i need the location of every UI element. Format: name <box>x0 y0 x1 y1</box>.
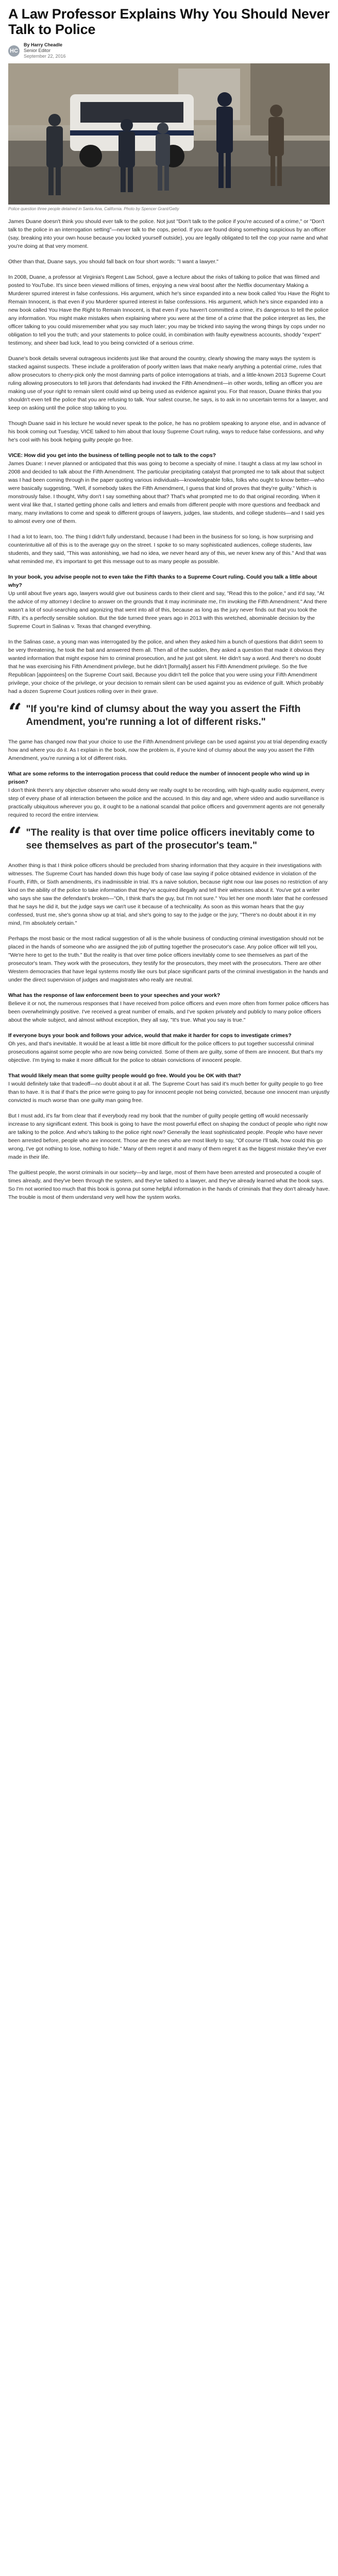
interview-question: What are some reforms to the interrogation process that could reduce the number of innocent people who wind up in prison? <box>8 771 310 785</box>
interview-question: In your book, you advise people not to even take the Fifth thanks to a Supreme Court ruling. Could you talk a little about why? <box>8 574 317 588</box>
interview-question: That would likely mean that some guilty people would go free. Would you be OK with that? <box>8 1073 241 1079</box>
quote-mark-icon: “ <box>8 698 22 726</box>
interview-question: VICE: How did you get into the business of telling people not to talk to the cops? <box>8 452 216 459</box>
article-paragraph: But I must add, it's far from clear that if everybody read my book that the number of guilty people getting off would necessarily increase to any significant extent. This book is going to have the most powerful effect on shaping the conduct of people who right now are talking to the police. And who's talking to the police right now? Generally the least sophisticated people. People who have never been arrested before, people who are innocent. Those are the ones who are most likely to say, "Of course I'll talk, how could this go wrong, I've got nothing to lose, nothing to hide." Many of them regret it and many of them regret it as the biggest mistake they've ever made in their life. <box>8 1113 328 1160</box>
publish-date: September 22, 2016 <box>24 54 66 59</box>
interview-exchange <box>8 451 330 526</box>
byline-text <box>24 42 66 59</box>
interview-exchange <box>8 991 330 1024</box>
byline <box>8 42 330 59</box>
article-paragraph: Another thing is that I think police officers should be precluded from sharing information that they acquire in their investigations with witnesses. The Supreme Court has handed down this huge body of case law saying if police obtained evidence in violation of the Fourth, Fifth, or Sixth amendments, it's inadmissible in trial. It's a naive solution, because right now our law poses no restriction of any kind on the ability of the police to take information that they've acquired illegally and tell their witnesses about it. You've got a writer who says she saw the defendant's broken—"Oh, I think that's the guy, but I'm not sure." You let her one month later that he confessed that he says he did it, but the judge says we can't use it because of a technicality. As soon as this woman hears that the guy confessed, trust me, she's gonna show up at trial, and she's going to say to the judge or the jury, "There's no doubt about it in my mind, I'm absolutely certain." <box>8 862 328 926</box>
interview-exchange <box>8 1072 330 1105</box>
pull-quote-text: "The reality is that over time police officers inevitably come to see themselves as part of the prosecutor's team." <box>26 827 315 851</box>
pull-quote <box>8 822 330 852</box>
headline: A Law Professor Explains Why You Should Never Talk to Police <box>8 6 330 37</box>
interview-answer: Up until about five years ago, lawyers would give out business cards to their client and say, "Read this to the police," and it'd say, "At the advice of my attorney I decline to answer on the grounds that it may incriminate me, I'm invoking the Fifth Amendment." And there wasn't a lot of soul-searching and agonizing that went into all of this, because as long as the jury never finds out that you took the Fifth, it's a perfectly sensible solution. But the tide turned three years ago in 2013 with this wretched, abominable decision by the Supreme Court in Salinas v. Texas that changed everything. <box>8 590 327 630</box>
hero-photo <box>8 63 330 205</box>
interview-exchange <box>8 573 330 631</box>
interview-question: What has the response of law enforcement been to your speeches and your work? <box>8 992 221 998</box>
article-paragraph: The guiltiest people, the worst criminals in our society—by and large, most of them have been arrested and prosecuted a couple of times already, and they've been through the system, and they've talked to a lawyer, and they've already learned what the book says. So I'm not worried too much that this book is gonna put some helpful information in the hands of criminals that they don't already have. The trouble is most of them understand very well how the system works. <box>8 1170 330 1200</box>
article-paragraph: Perhaps the most basic or the most radical suggestion of all is the whole business of conducting criminal investigation should not be placed in the hands of someone who are assigned the job of putting together the prosecutor's case. Any police officer will tell you, "We're here to get to the truth." But the reality is that over time police officers inevitably come to see themselves as part of the prosecutor's team. They work with the prosecutors, they testify for the prosecutors, they meet with the prosecutors. There are other Western democracies that have legal systems mostly like ours but place significant parts of the criminal investigation in the hands and under the direct supervision of judges and magistrates who really are neutral. <box>8 936 328 983</box>
avatar[interactable]: HC <box>8 45 20 57</box>
article-paragraph: In 2008, Duane, a professor at Virginia's Regent Law School, gave a lecture about the risks of talking to police that was filmed and posted to YouTube. It's since been viewed millions of times, enjoying a new viral boost after the Netflix documentary Making a Murderer spurred interest in false confessions. His argument, which he's since expanded into a new book called You Have the Right to Remain Innocent, is that even if you Murderer spurred interest in false confessions. His argument, which he's since expanded into a new book called You Have the Right to Remain Innocent, is that even if you haven't committed a crime, it's dangerous to tell the police any information. You might make mistakes when explaining where you were at the time of a crime that the police interpret as lies, the officer talking to you could misremember what you say much later; you may be tricked into saying the wrong things by cops under no obligation to tell you the truth; and your statements to police could, in combination with faulty eyewitness accounts, shoddy "expert" testimony, and sheer bad luck, lead to you being convicted of a serious crime. <box>8 274 330 346</box>
photo-caption: Police question three people detained in Santa Ana, California. Photo by Spencer Grant/Getty <box>8 207 179 211</box>
pull-quote-text: "If you're kind of clumsy about the way you assert the Fifth Amendment, you're running a lot of different risks." <box>26 704 301 727</box>
article-paragraph: In the Salinas case, a young man was interrogated by the police, and when they asked him a bunch of questions that didn't seem to be very threatening, he took the bait and answered them all. Then all of the sudden, they asked a question that made it obvious they wanted information that might expose him to criminal prosecution, and he just got silent. He didn't say a word. And there's no doubt that he was exercising his Fifth Amendment privilege, but he didn't [formally] assert his Fifth Amendment privilege. So the five Republican [appointees] on the Supreme Court said, Because you didn't tell the police that you were using your Fifth Amendment privilege, your choice of the privilege, or your decision to remain silent can be used against you as evidence of guilt. Which probably had a dozen Supreme Court justices rolling over in their grave. <box>8 639 325 694</box>
article-paragraph: The game has changed now that your choice to use the Fifth Amendment privilege can be used against you at trial depending exactly how and where you do it. As I explain in the book, now the problem is, if you're kind of clumsy about the way you assert the Fifth Amendment, you're running a lot of different risks. <box>8 739 327 761</box>
interview-answer: I would definitely take that tradeoff—no doubt about it at all. The Supreme Court has said it's much better for guilty people to go free than to have. It is that if that's the price we're going to pay for innocent people not being convicted, because one innocent man unjustly convicted is much worse than one guilty man going free. <box>8 1081 330 1104</box>
article-paragraph: Though Duane said in his lecture he would never speak to the police, he has no problem speaking to anyone else, and in advance of his book coming out Tuesday, VICE talked to him about that lousy Supreme Court ruling, ways to reduce false confessions, and why he's cool with his book helping guilty people go free. <box>8 420 326 443</box>
interview-answer: I don't think there's any objective observer who would deny we really ought to be recording, with high-quality audio equipment, every step of every phase of all interaction between the police and the accused. In this day and age, where video and audio surveillance is practically ubiquitous wherever you go, it ought to be a national scandal that police officers and government agents are not generally required to record the entire interview. <box>8 787 325 818</box>
interview-answer: James Duane: I never planned or anticipated that this was going to become a specialty of mine. I taught a class at my law school in 2008 and decided to talk about the Fifth Amendment. The particular precipitating catalyst that prompted me to talk about that subject was I had been coming through in the paper quoting various individuals—knowledgeable folks, folks who ought to know better—who were basically suggesting, "Well, if somebody takes the Fifth Amendment, I guess that kind of proves that they're guilty." Which is monstrously false. I thought, Why don't I say something about that? That's what prompted me to do that original recording. When it went viral like that, I started getting phone calls and letters and emails from different people with more questions and feedback and many, many invitations to come and speak to different groups of lawyers, judges, law students, and college students—and I said yes to almost every one of them. <box>8 461 325 524</box>
article-paragraph: Other than that, Duane says, you should fall back on four short words: "I want a lawyer." <box>8 259 218 265</box>
interview-answer: Believe it or not, the numerous responses that I have received from police officers and even more often from former police officers has been overwhelmingly positive. I've received a great number of emails, and I've spoken privately and publicly to many police officers about the whole subject, and almost without exception, they all say, "It's true. What you say is true." <box>8 1001 329 1023</box>
quote-mark-icon: “ <box>8 822 22 850</box>
author-name[interactable]: By Harry Cheadle <box>24 42 63 47</box>
article-body <box>8 217 330 1201</box>
pull-quote <box>8 698 330 728</box>
article-paragraph: I had a lot to learn, too. The thing I didn't fully understand, because I had been in the business for so long, is how surprising and counterintuitive all of this is to the average guy on the street. I spoke to so many sophisticated audiences, college students, law students, and they said, "This was astonishing, we had no idea, we never heard any of this, we never knew any of this." And that was what reminded me, it's important to get this message out to as many people as possible. <box>8 534 327 565</box>
interview-question: If everyone buys your book and follows your advice, would that make it harder for cops to investigate crimes? <box>8 1032 292 1039</box>
article-paragraph: Duane's book details several outrageous incidents just like that around the country, clearly showing the many ways the system is stacked against suspects. These include a proliferation of poorly written laws that make nearly anything a potential crime, rules that allow prosecutors to cherry-pick only the most damning parts of police interrogations at trials, and a little-known 2013 Supreme Court ruling allowing prosecutors to tell jurors that defendants had invoked the Fifth Amendment—in other words, telling an officer you are making use of your right to remain silent could wind up being used as evidence against you. For that reason, Duane thinks that you shouldn't even tell the police that you are refusing to talk. Your safest course, he says, is to ask in no uncertain terms for a lawyer, and keep on asking until the police stop talking to you. <box>8 355 328 411</box>
interview-exchange <box>8 1031 330 1064</box>
author-role: Senior Editor <box>24 48 51 53</box>
article <box>8 0 330 1221</box>
article-paragraph: James Duane doesn't think you should ever talk to the police. Not just "Don't talk to the police if you're accused of a crime," or "Don't talk to the police in an interrogation setting"—never talk to the cops, period. If you are found doing something suspicious by an officer (say, breaking into your own house because you locked yourself outside), you are legally obligated to tell the cop your name and what you're doing at that very moment. <box>8 218 328 249</box>
hero-photo-illustration <box>8 63 330 205</box>
interview-exchange <box>8 770 330 819</box>
interview-answer: Oh yes, and that's inevitable. It would be at least a little bit more difficult for the police officers to put together successful criminal prosecutions against some people who are now being convicted. Some of them are guilty, some of them are innocent. But that's my objective. I'm trying to make it more difficult for the police to obtain convictions of innocent people. <box>8 1041 323 1063</box>
